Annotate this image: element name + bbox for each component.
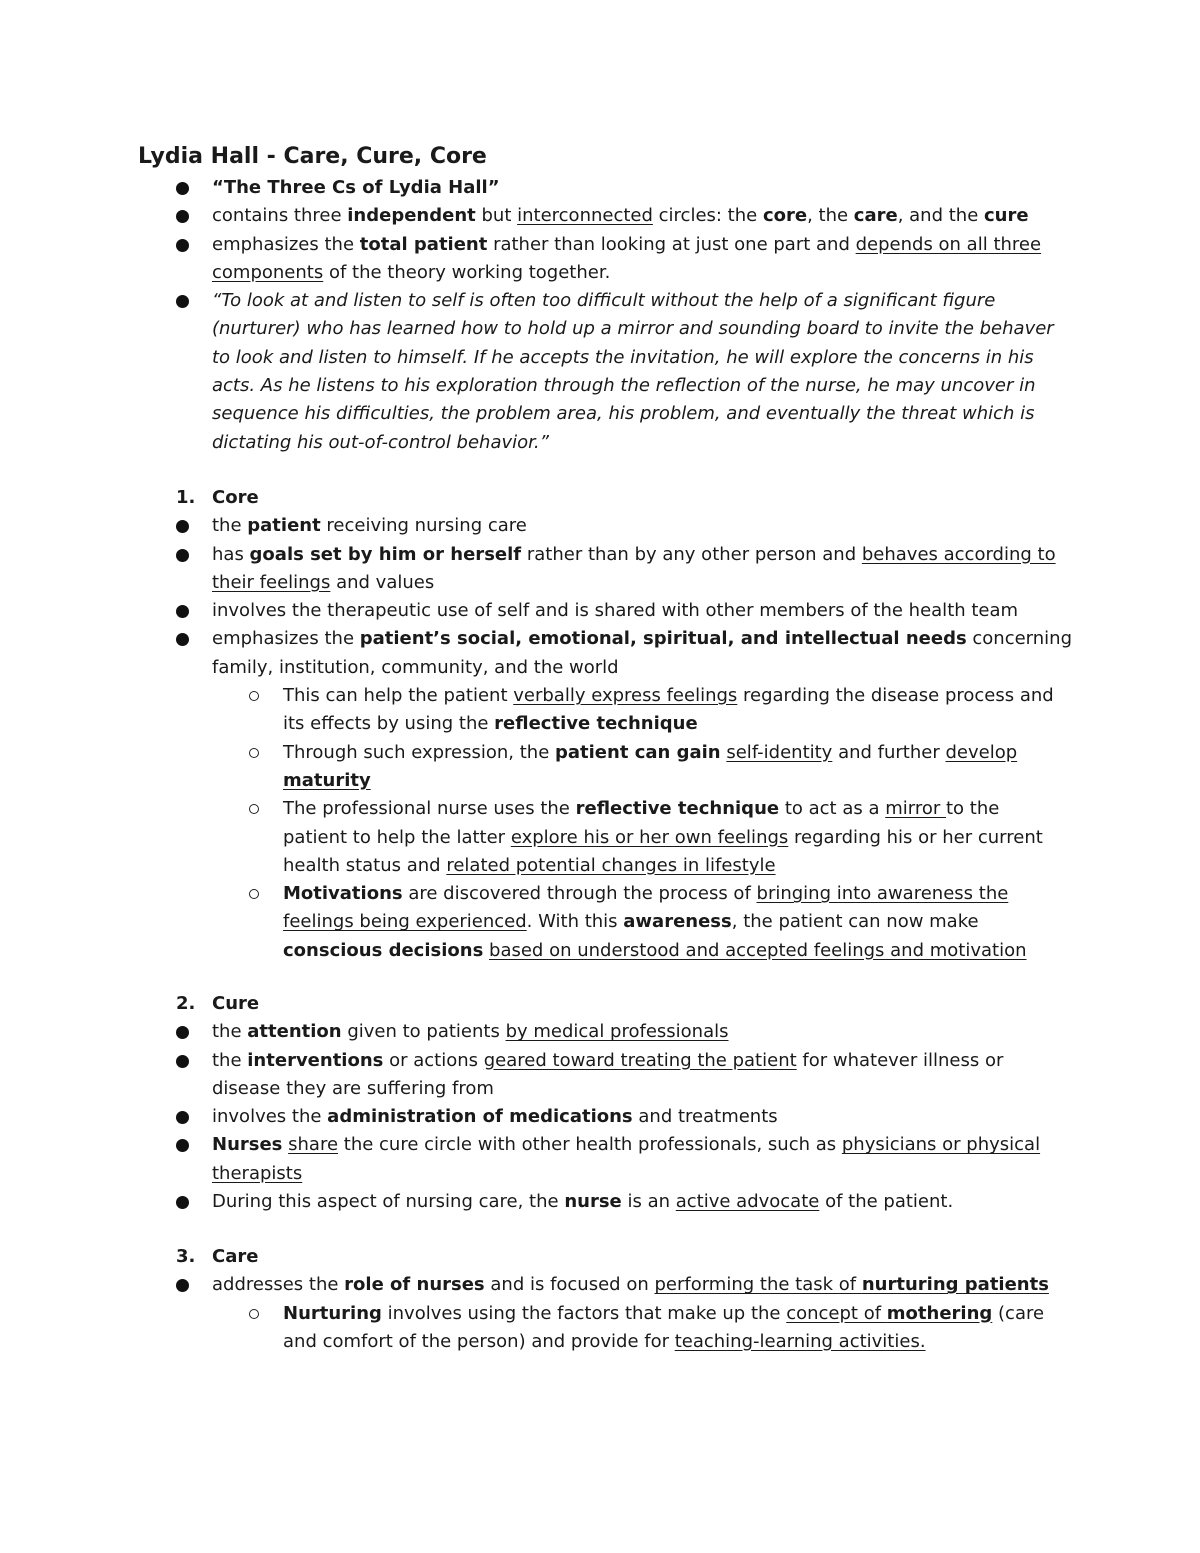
filled-circle-bullet-icon — [176, 182, 189, 195]
text-run: teaching-learning activities. — [674, 1330, 926, 1352]
filled-circle-bullet-icon — [176, 295, 189, 308]
text-run: emphasizes the — [212, 628, 360, 650]
text-run: “The Three Cs of Lydia Hall” — [212, 177, 500, 198]
intro-list-item — [0, 231, 1200, 288]
filled-circle-bullet-icon — [176, 1279, 189, 1292]
text-run: attention — [247, 1021, 342, 1043]
text-run: share — [288, 1134, 339, 1156]
text-run: the cure circle with other health professionals, such as — [338, 1134, 842, 1156]
list-item-text — [212, 174, 1072, 202]
text-run: regarding the disease process and its effects by using the — [283, 685, 1054, 735]
list-item-text — [212, 541, 1072, 598]
text-run: or actions — [383, 1049, 484, 1071]
text-run: conscious decisions — [283, 939, 484, 961]
text-run: and further — [832, 741, 946, 763]
sub-list-item — [0, 880, 1200, 965]
document-title: Lydia Hall - Care, Cure, Core — [138, 144, 487, 169]
list-item — [0, 1131, 1200, 1188]
sub-list-item — [0, 1300, 1200, 1357]
text-run: contains three — [212, 205, 348, 227]
section-number: 3. — [176, 1246, 196, 1267]
text-run: nurturing patients — [861, 1274, 1049, 1296]
hollow-circle-bullet-icon — [249, 804, 259, 814]
text-run: addresses the — [212, 1274, 345, 1296]
text-run: patient — [247, 515, 321, 537]
list-item-text — [283, 682, 1063, 739]
text-run: Nurses — [212, 1134, 283, 1156]
section-heading — [0, 990, 1200, 1018]
text-run: rather than by any other person and — [521, 543, 862, 565]
text-run: Motivations — [283, 883, 403, 905]
text-run: related potential changes in lifestyle — [446, 854, 776, 876]
text-run: nurse — [564, 1191, 622, 1213]
text-run: to act as a — [779, 798, 886, 820]
text-run: total patient — [359, 233, 488, 255]
list-item — [0, 597, 1200, 625]
text-run: of the theory working together. — [323, 261, 611, 283]
text-run: by medical professionals — [505, 1021, 729, 1043]
list-item-text — [212, 512, 1072, 540]
text-run: patient’s social, emotional, spiritual, and intellectual needs — [359, 628, 967, 650]
text-run: of the patient. — [819, 1191, 954, 1213]
text-run: “To look at and listen to self is often too difficult without the help of a significant figure (nurturer) who has learned how to hold up a mirror and sounding board to invite the behaver to look and listen to himself. If he accepts the invitation, he will explore the concerns in his acts. As he listens to his exploration through the reflection of the nurse, he may uncover in sequence his difficulties, the problem area, his problem, and eventually the threat which is dictating his out-of-control behavior.” — [212, 290, 1054, 453]
text-run: interconnected — [517, 205, 653, 227]
text-run: bringing into awareness the feelings being experienced — [283, 883, 1009, 933]
text-run: independent — [347, 205, 476, 227]
text-run: circles: the — [652, 205, 763, 227]
text-run: mothering — [886, 1302, 993, 1324]
text-run: role of nurses — [344, 1274, 485, 1296]
list-item — [0, 1103, 1200, 1131]
filled-circle-bullet-icon — [176, 210, 189, 223]
sub-list-item — [0, 739, 1200, 796]
text-run: verbally express feelings — [513, 685, 738, 707]
list-item — [0, 1188, 1200, 1216]
text-run: involves the — [212, 1106, 328, 1128]
list-item — [0, 512, 1200, 540]
text-run: involves the therapeutic use of self and is shared with other members of the health team — [212, 600, 1019, 622]
list-item-text — [212, 231, 1072, 288]
text-run: core — [762, 205, 808, 227]
text-run: active advocate — [675, 1191, 820, 1213]
text-run: self-identity — [726, 741, 833, 763]
text-run: care — [853, 205, 898, 227]
list-item-text — [212, 202, 1072, 230]
sub-list-item — [0, 682, 1200, 739]
filled-circle-bullet-icon — [176, 1026, 189, 1039]
text-run: administration of medications — [327, 1106, 633, 1128]
text-run: but — [475, 205, 518, 227]
filled-circle-bullet-icon — [176, 239, 189, 252]
text-run: geared toward treating the patient — [483, 1049, 797, 1071]
text-run: based on understood and accepted feelings and motivation — [489, 939, 1027, 961]
text-run: performing the task of — [654, 1274, 862, 1296]
section-heading-text: Cure — [212, 993, 260, 1014]
text-run: regarding his or her current health status and — [283, 826, 1043, 876]
text-run: the — [212, 1021, 248, 1043]
text-run: involves using the factors that make up the — [381, 1302, 787, 1324]
hollow-circle-bullet-icon — [249, 748, 259, 758]
text-run: mirror — [885, 798, 946, 820]
text-run: is an — [621, 1191, 676, 1213]
section-heading — [0, 484, 1200, 512]
filled-circle-bullet-icon — [176, 633, 189, 646]
text-run: receiving nursing care — [320, 515, 527, 537]
section-heading-text: Care — [212, 1246, 259, 1267]
list-item-text — [283, 880, 1063, 965]
text-run: explore his or her own feelings — [510, 826, 789, 848]
section-number: 1. — [176, 487, 196, 508]
list-item-text — [283, 1300, 1063, 1357]
section-number: 2. — [176, 993, 196, 1014]
text-run: emphasizes the — [212, 233, 360, 255]
text-run: given to patients — [341, 1021, 506, 1043]
intro-list-item — [0, 202, 1200, 230]
text-run: interventions — [247, 1049, 384, 1071]
list-item-text — [212, 287, 1072, 457]
text-run: . With this — [526, 911, 624, 933]
text-run: for whatever illness or disease they are suffering from — [212, 1049, 1004, 1099]
text-run: The professional nurse uses the — [283, 798, 576, 820]
text-run: patient can gain — [555, 741, 721, 763]
text-run: , and the — [897, 205, 984, 227]
list-item — [0, 541, 1200, 598]
list-item-text — [212, 597, 1072, 625]
text-run: cure — [984, 205, 1029, 227]
list-item-text — [212, 1103, 1072, 1131]
text-run: , the — [807, 205, 854, 227]
filled-circle-bullet-icon — [176, 1111, 189, 1124]
text-run: Nurturing — [283, 1302, 382, 1324]
text-run: goals set by him or herself — [249, 543, 522, 565]
text-run: and treatments — [632, 1106, 778, 1128]
sub-list-item — [0, 795, 1200, 880]
text-run: to the patient to help the latter — [283, 798, 1000, 848]
text-run: reflective technique — [494, 713, 698, 735]
text-run: behaves according to their feelings — [212, 543, 1056, 593]
text-run: This can help the patient — [283, 685, 514, 707]
section-core — [0, 484, 1200, 965]
text-run: the — [212, 515, 248, 537]
list-item — [0, 1271, 1200, 1299]
text-run: (care and comfort of the person) and provide for — [283, 1302, 1045, 1352]
hollow-circle-bullet-icon — [249, 691, 259, 701]
text-run: awareness — [623, 911, 732, 933]
text-run: has — [212, 543, 250, 565]
list-item-text — [212, 1188, 1072, 1216]
hollow-circle-bullet-icon — [249, 889, 259, 899]
section-heading-text: Core — [212, 487, 259, 508]
text-run: are discovered through the process of — [402, 883, 757, 905]
filled-circle-bullet-icon — [176, 1139, 189, 1152]
text-run: rather than looking at just one part and — [487, 233, 856, 255]
text-run: concept of — [786, 1302, 887, 1324]
text-run: physicians or physical therapists — [212, 1134, 1041, 1184]
intro-list-item — [0, 174, 1200, 202]
text-run: Through such expression, the — [283, 741, 555, 763]
text-run: During this aspect of nursing care, the — [212, 1191, 565, 1213]
section-care — [0, 1243, 1200, 1356]
text-run: concerning family, institution, community, and the world — [212, 628, 1073, 678]
text-run: and is focused on — [484, 1274, 655, 1296]
text-run: the — [212, 1049, 248, 1071]
list-item — [0, 1047, 1200, 1104]
hollow-circle-bullet-icon — [249, 1309, 259, 1319]
text-run: , the patient can now make — [731, 911, 979, 933]
list-item-text — [212, 1018, 1072, 1046]
text-run: and values — [330, 571, 435, 593]
list-item-text — [212, 1047, 1072, 1104]
filled-circle-bullet-icon — [176, 1055, 189, 1068]
text-run: depends on all three components — [212, 233, 1042, 283]
list-item-text — [212, 625, 1072, 682]
section-cure — [0, 990, 1200, 1216]
filled-circle-bullet-icon — [176, 549, 189, 562]
intro-bullet-list — [0, 174, 1200, 457]
intro-list-item — [0, 287, 1200, 457]
filled-circle-bullet-icon — [176, 605, 189, 618]
list-item-text — [283, 795, 1063, 880]
list-item-text — [283, 739, 1063, 796]
section-heading — [0, 1243, 1200, 1271]
list-item-text — [212, 1271, 1072, 1299]
filled-circle-bullet-icon — [176, 1196, 189, 1209]
list-item-text — [212, 1131, 1072, 1188]
filled-circle-bullet-icon — [176, 520, 189, 533]
list-item — [0, 1018, 1200, 1046]
text-run: reflective technique — [575, 798, 780, 820]
list-item — [0, 625, 1200, 682]
text-run: maturity — [283, 769, 371, 791]
text-run: develop — [945, 741, 1018, 763]
